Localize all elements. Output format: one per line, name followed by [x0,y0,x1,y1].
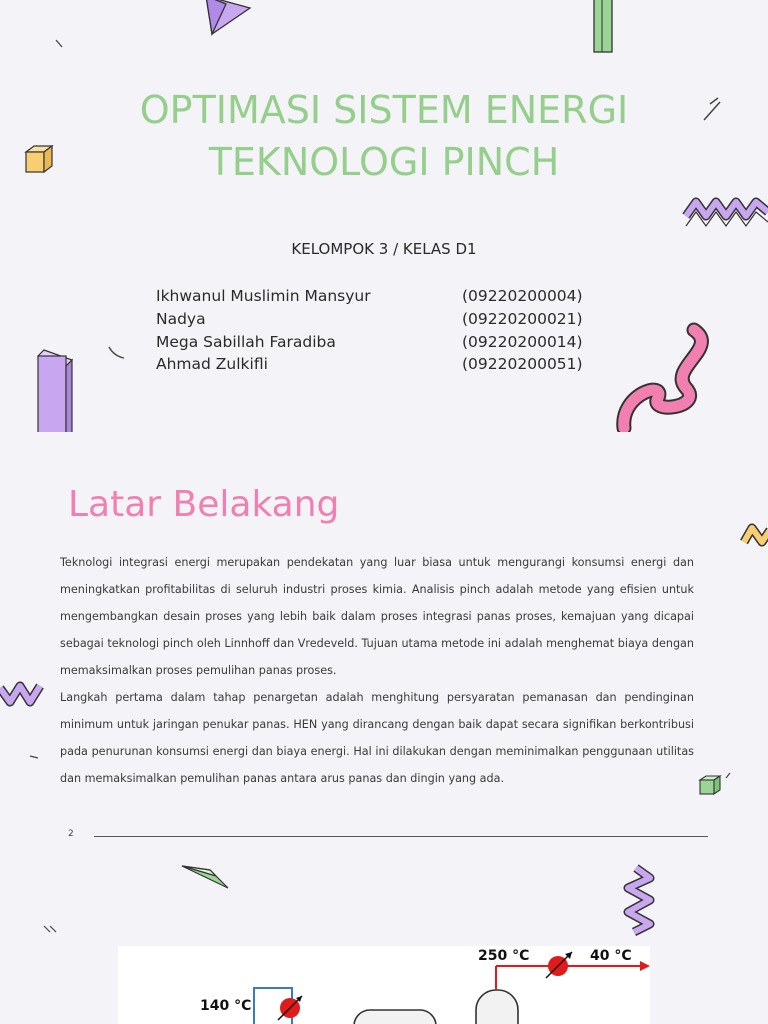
zigzag-shape-icon [740,522,768,556]
member-id: (09220200051) [462,355,583,373]
temperature-label: 40 °C [590,948,632,964]
zigzag-shape-icon [0,672,44,718]
pyramid-shape-icon [180,862,236,892]
body-paragraph: Langkah pertama dalam tahap penargetan adalah menghitung persyaratan pemanasan dan pendinginan minimum untuk jaringan penukar panas. HEN yang dirancang dengan baik dapat secara signifikan berkontribusi pada penurunan konsumsi energi dan biaya energi. Hal ini dilakukan dengan meminimalkan penggunaan utilitas dan memaksimalkan pemulihan panas antara arus panas dan dingin yang ada. [60,691,694,785]
page-number: 2 [68,829,74,839]
pyramid-shape-icon [200,0,256,40]
member-name: Ikhwanul Muslimin Mansyur [156,287,371,305]
member-id: (09220200021) [462,310,583,328]
green-cube-icon [696,772,736,802]
zigzag-shape-icon [682,190,768,236]
member-name: Ahmad Zulkifli [156,355,268,373]
title-slide [0,0,768,432]
background-slide [0,432,768,1024]
member-name: Nadya [156,310,206,328]
presentation-title-line-2: TEKNOLOGI PINCH [208,140,560,184]
presentation-title-line-1: OPTIMASI SISTEM ENERGI [139,88,629,132]
temperature-label: 250 °C [478,948,530,964]
purple-bar-shape-icon [30,346,78,432]
squiggle-shape-icon [608,318,716,432]
doodle-mark-icon [28,752,42,762]
member-id: (09220200014) [462,333,583,351]
body-text [60,549,694,792]
zigzag-shape-icon [614,864,662,936]
process-diagram [118,946,650,1024]
doodle-mark-icon [42,924,60,936]
process-diagram-drawing [118,946,650,1024]
green-bar-shape-icon [590,0,618,58]
doodle-mark-icon [106,344,128,362]
temperature-label: 140 °C [200,998,252,1014]
doodle-mark-icon [54,38,66,50]
footer-divider [94,836,708,837]
group-class-subtitle: KELOMPOK 3 / KELAS D1 [291,240,477,258]
member-id: (09220200004) [462,287,583,305]
body-paragraph: Teknologi integrasi energi merupakan pendekatan yang luar biasa untuk mengurangi konsumsi energi dan meningkatkan profitabilitas di seluruh industri proses kimia. Analisis pinch adalah metode yang efisien untuk mengembangkan desain proses yang lebih baik dalam proses integrasi panas proses, kemajuan yang dicapai sebagai teknologi pinch oleh Linnhoff dan Vredeveld. Tujuan utama metode ini adalah menghemat biaya dengan memaksimalkan proses pemulihan panas proses. [60,556,694,677]
member-name: Mega Sabillah Faradiba [156,333,336,351]
section-heading: Latar Belakang [68,484,340,525]
